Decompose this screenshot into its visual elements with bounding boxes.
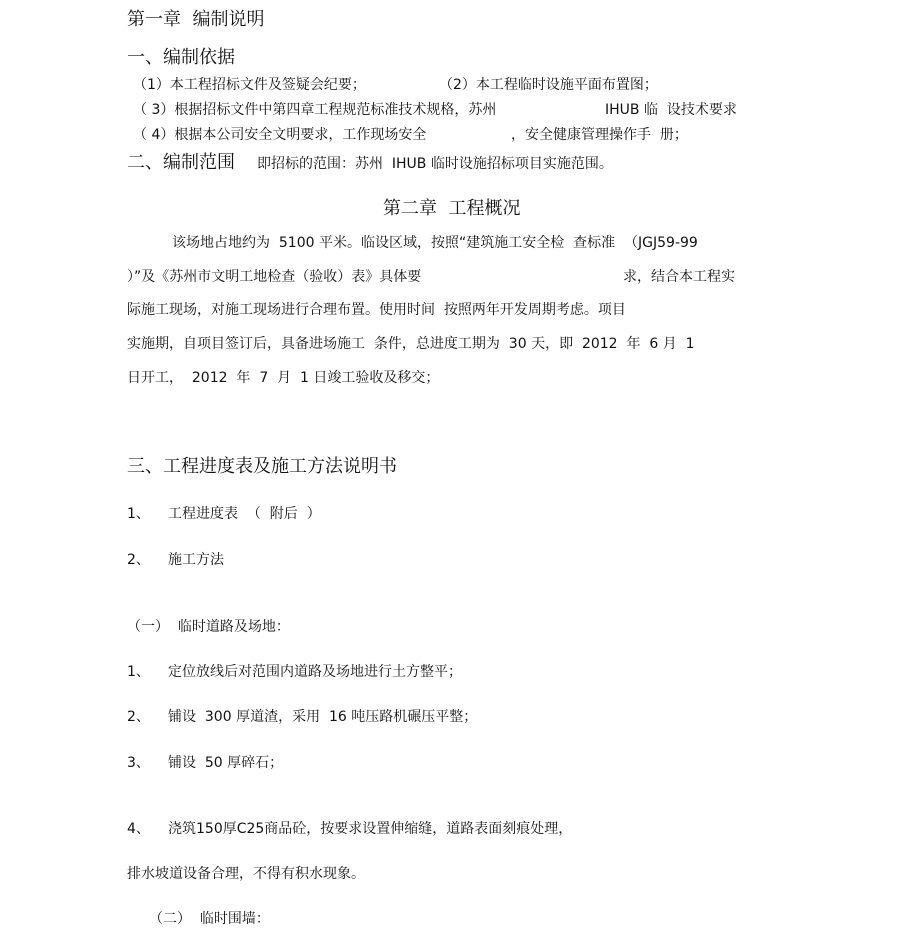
basis-heading: 一、编制依据: [127, 47, 235, 68]
overview-line-2-tail: 求，结合本工程实: [623, 269, 735, 285]
overview-line-4: 实施期，自项目签订后，具备进场施工 条件，总进度工期为 30 天，即 2012 年 6 月 1: [127, 336, 695, 352]
sub1-item-1-text: 定位放线后对范围内道路及场地进行土方整平；: [168, 664, 462, 680]
sub1-item-3-num: 3、: [127, 755, 150, 771]
sub1-item-2-num: 2、: [127, 709, 150, 725]
basis-item-3: （ 3）根据招标文件中第四章工程规范标准技术规格，苏州: [133, 102, 497, 118]
sub1-item-2-text: 铺设 300 厚道渣，采用 16 吨压路机碾压平整；: [168, 709, 478, 725]
sub2-heading: （二） 临时围墙：: [149, 911, 270, 927]
sub1-heading: （一） 临时道路及场地：: [127, 619, 290, 635]
basis-item-1: （1）本工程招标文件及签疑会纪要；: [133, 77, 366, 93]
section3-title: 三、工程进度表及施工方法说明书: [127, 456, 397, 477]
overview-line-5: 日开工， 2012 年 7 月 1 日竣工验收及移交；: [127, 370, 440, 386]
sub1-continuation: 排水坡道设备合理，不得有积水现象。: [127, 866, 365, 882]
scope-text: 即招标的范围：苏州 IHUB 临时设施招标项目实施范围。: [257, 156, 613, 172]
chapter1-title: 第一章 编制说明: [127, 9, 265, 30]
sub1-item-1-num: 1、: [127, 664, 150, 680]
basis-item-3-tail: IHUB 临 设技术要求: [605, 102, 737, 118]
section3-item-2-text: 施工方法: [168, 552, 224, 568]
overview-line-3: 际施工现场，对施工现场进行合理布置。使用时间 按照两年开发周期考虑。项目: [127, 302, 626, 318]
scope-heading: 二、编制范围: [127, 152, 235, 173]
sub1-item-4-text: 浇筑150厚C25商品砼，按要求设置伸缩缝，道路表面刻痕处理，: [168, 821, 573, 837]
basis-item-4-tail: ，安全健康管理操作手 册；: [511, 127, 688, 143]
sub1-item-4-num: 4、: [127, 821, 150, 837]
basis-item-4: （ 4）根据本公司安全文明要求，工作现场安全: [133, 127, 427, 143]
section3-item-2-num: 2、: [127, 552, 150, 568]
section3-item-1-num: 1、: [127, 506, 150, 522]
overview-line-1: 该场地占地约为 5100 平米。临设区域，按照“建筑施工安全检 查标准 （JGJ59-99: [172, 235, 698, 251]
overview-line-2: ）”及《苏州市文明工地检查（验收）表》具体要: [127, 269, 422, 285]
sub1-item-3-text: 铺设 50 厚碎石；: [168, 755, 284, 771]
section3-item-1-text: 工程进度表 （ 附后 ）: [168, 506, 321, 522]
chapter2-title: 第二章 工程概况: [383, 198, 521, 219]
basis-item-2: （2）本工程临时设施平面布置图；: [439, 77, 658, 93]
